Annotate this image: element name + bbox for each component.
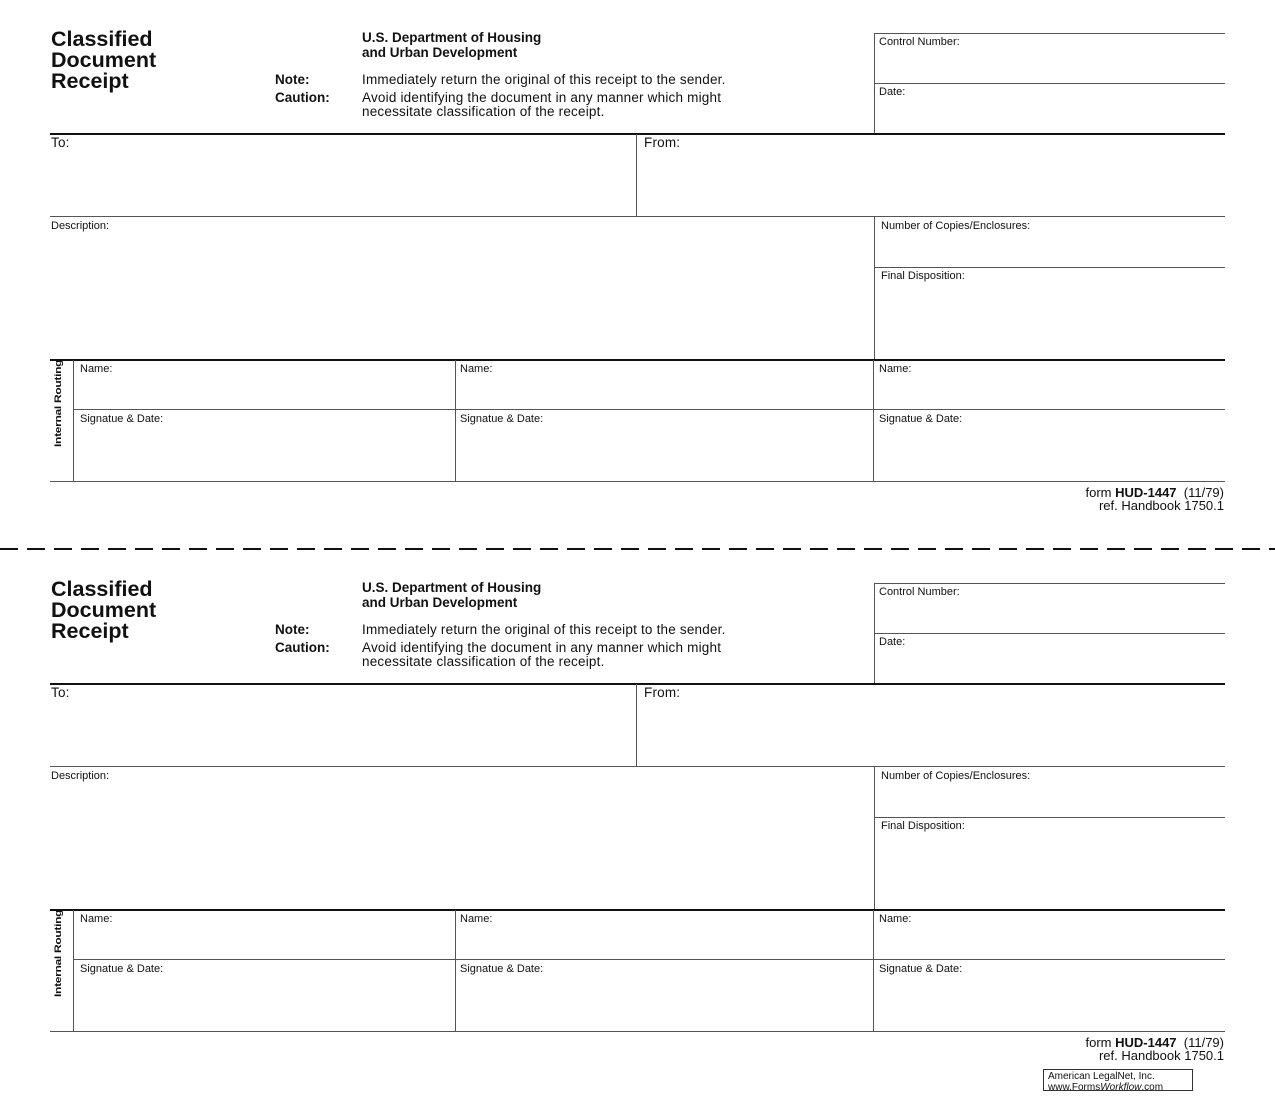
to-field[interactable]: To: — [51, 135, 70, 150]
divider — [874, 33, 875, 134]
divider — [50, 133, 1225, 135]
publisher-url — [1048, 1082, 1192, 1093]
divider — [636, 134, 637, 216]
routing-name-field-1[interactable]: Name: — [80, 913, 113, 925]
divider — [874, 216, 875, 360]
divider — [50, 909, 1225, 911]
divider — [874, 33, 1225, 34]
department-line: and Urban Development — [362, 594, 518, 610]
divider — [874, 583, 875, 684]
routing-signature-field-3[interactable]: Signatue & Date: — [879, 413, 963, 425]
publisher-name: American LegalNet, Inc. — [1048, 1071, 1155, 1082]
title-line: Document — [51, 48, 157, 72]
divider — [874, 817, 1225, 818]
divider — [874, 583, 1225, 584]
publisher-logo — [1043, 1069, 1193, 1091]
url-suffix: .com — [1141, 1082, 1164, 1093]
note-text: Immediately return the original of this receipt to the sender. — [362, 622, 726, 637]
title-line: Document — [51, 598, 157, 622]
routing-signature-field-2[interactable]: Signatue & Date: — [460, 963, 544, 975]
routing-name-field-3[interactable]: Name: — [879, 913, 912, 925]
routing-name-field-1[interactable]: Name: — [80, 363, 113, 375]
date-field[interactable]: Date: — [879, 86, 906, 98]
routing-signature-field-3[interactable]: Signatue & Date: — [879, 963, 963, 975]
form-title — [51, 29, 156, 92]
url-prefix: www.Forms — [1048, 1082, 1101, 1093]
divider — [50, 481, 1225, 482]
from-field[interactable]: From: — [644, 135, 681, 150]
routing-name-field-2[interactable]: Name: — [460, 913, 493, 925]
divider — [50, 766, 1225, 767]
form-footer — [1085, 1036, 1224, 1062]
routing-name-field-2[interactable]: Name: — [460, 363, 493, 375]
department-line: U.S. Department of Housing — [362, 580, 542, 595]
divider — [73, 360, 74, 481]
handbook-ref: ref. Handbook 1750.1 — [1098, 498, 1224, 513]
caution-line: Avoid identifying the document in any manner which might — [362, 90, 722, 105]
final-disposition-field[interactable]: Final Disposition: — [881, 820, 965, 832]
divider — [874, 633, 1225, 634]
divider — [636, 684, 637, 766]
control-number-field[interactable]: Control Number: — [879, 36, 960, 48]
url-italic: Workflow — [1100, 1082, 1142, 1093]
description-field[interactable]: Description: — [51, 220, 110, 232]
divider — [50, 1031, 1225, 1032]
title-line: Receipt — [51, 619, 129, 643]
divider — [455, 910, 456, 1031]
from-field[interactable]: From: — [644, 685, 681, 700]
divider — [873, 360, 874, 481]
department — [362, 581, 541, 610]
caution-text — [362, 641, 721, 669]
divider — [73, 959, 1225, 960]
form-date: (11/79) — [1183, 1035, 1224, 1050]
final-disposition-field[interactable]: Final Disposition: — [881, 270, 965, 282]
divider — [50, 216, 1225, 217]
routing-signature-field-2[interactable]: Signatue & Date: — [460, 413, 544, 425]
note-label: Note: — [275, 622, 310, 637]
title-line: Classified — [51, 27, 153, 51]
receipt-copy — [0, 550, 1275, 1070]
form-number: HUD-1447 — [1115, 1035, 1177, 1050]
handbook-ref: ref. Handbook 1750.1 — [1098, 1048, 1224, 1063]
divider — [50, 683, 1225, 685]
copies-enclosures-field[interactable]: Number of Copies/Enclosures: — [881, 220, 1031, 232]
caution-line: necessitate classification of the receipt. — [362, 654, 605, 669]
title-line: Receipt — [51, 69, 129, 93]
control-number-field[interactable]: Control Number: — [879, 586, 960, 598]
department-line: and Urban Development — [362, 44, 518, 60]
divider — [455, 360, 456, 481]
routing-signature-field-1[interactable]: Signatue & Date: — [80, 963, 164, 975]
caution-label: Caution: — [275, 640, 330, 655]
routing-name-field-3[interactable]: Name: — [879, 363, 912, 375]
receipt-copy — [0, 0, 1275, 520]
note-text: Immediately return the original of this receipt to the sender. — [362, 72, 726, 87]
form-title — [51, 579, 156, 642]
form-number: HUD-1447 — [1115, 485, 1177, 500]
form-prefix: form — [1085, 485, 1112, 500]
divider — [873, 910, 874, 1031]
form-date: (11/79) — [1183, 485, 1224, 500]
caution-line: necessitate classification of the receipt. — [362, 104, 605, 119]
date-field[interactable]: Date: — [879, 636, 906, 648]
divider — [874, 766, 875, 910]
form-footer — [1085, 486, 1224, 512]
divider — [50, 359, 1225, 361]
routing-signature-field-1[interactable]: Signatue & Date: — [80, 413, 164, 425]
caution-label: Caution: — [275, 90, 330, 105]
department-line: U.S. Department of Housing — [362, 30, 542, 45]
to-field[interactable]: To: — [51, 685, 70, 700]
caution-text — [362, 91, 721, 119]
description-field[interactable]: Description: — [51, 770, 110, 782]
form-prefix: form — [1085, 1035, 1112, 1050]
divider — [874, 267, 1225, 268]
note-label: Note: — [275, 72, 310, 87]
divider — [874, 83, 1225, 84]
copies-enclosures-field[interactable]: Number of Copies/Enclosures: — [881, 770, 1031, 782]
title-line: Classified — [51, 577, 153, 601]
divider — [73, 409, 1225, 410]
internal-routing-label: Internal Routing — [52, 359, 64, 447]
divider — [73, 910, 74, 1031]
caution-line: Avoid identifying the document in any manner which might — [362, 640, 722, 655]
internal-routing-label: Internal Routing — [52, 909, 64, 997]
department — [362, 31, 541, 60]
cut-line — [0, 548, 1275, 550]
